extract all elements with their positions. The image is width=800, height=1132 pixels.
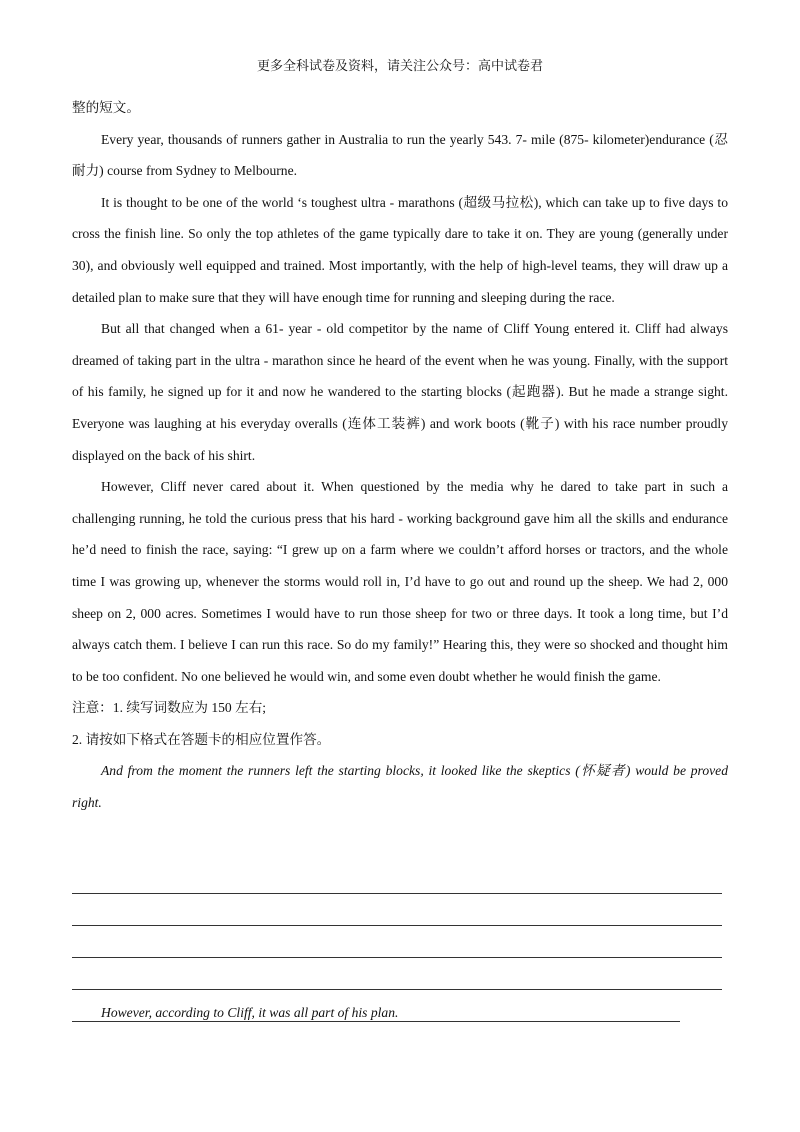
answer-line[interactable] xyxy=(72,958,722,990)
page-header: 更多全科试卷及资料，请关注公众号：高中试卷君 xyxy=(256,59,543,74)
closing-prompt: However, according to Cliff, it was all part of his plan. xyxy=(101,1005,399,1020)
document-body xyxy=(72,92,728,819)
passage-paragraph-1: Every year, thousands of runners gather in Australia to run the yearly 543. 7- mile (875- kilometer)endurance (忍耐力) course from Sydney to Melbourne. xyxy=(72,131,728,179)
answer-line[interactable] xyxy=(72,926,722,958)
answer-line[interactable] xyxy=(72,862,722,894)
note-format: 2. 请按如下格式在答题卡的相应位置作答。 xyxy=(72,731,331,747)
passage-paragraph-4: However, Cliff never cared about it. When questioned by the media why he dared to take part in such a challenging running, he told the curious press that his hard - working background gave him all the skills and endurance he’d need to finish the race, saying: “I grew up on a farm where we couldn’t afford horses or tractors, and the whole time I was growing up, whenever the storms would roll in, I’d have to go out and round up the sheep. We had 2, 000 sheep on 2, 000 acres. Sometimes I would have to run those sheep for two or three days. It took a long time, but I’d always catch them. I believe I can run this race. So do my family!” Hearing this, they were so shocked and thought him to be too confident. No one believed he would win, and some even doubt whether he would finish the game. xyxy=(72,479,728,684)
answer-line[interactable] xyxy=(72,894,722,926)
passage-paragraph-2: It is thought to be one of the world ‘s toughest ultra - marathons (超级马拉松), which can take up to five days to cross the finish line. So only the top athletes of the game typically dare to take it on. They are young (generally under 30), and obviously well equipped and trained. Most importantly, with the help of high-level teams, they will draw up a detailed plan to make sure that they will have enough time for running and sleeping during the race. xyxy=(72,194,728,305)
intro-text: 整的短文。 xyxy=(72,100,140,115)
answer-area xyxy=(72,862,722,1022)
passage-paragraph-3: But all that changed when a 61- year - old competitor by the name of Cliff Young entered it. Cliff had always dreamed of taking part in the ultra - marathon since he heard of the event when he was young. Finally, with the support of his family, he signed up for it and now he wandered to the starting blocks (起跑器). But he made a strange sight. Everyone was laughing at his everyday overalls (连体工装裤) and work boots (靴子) with his race number proudly displayed on the back of his shirt. xyxy=(72,321,728,463)
note-word-count: 注意：1. 续写词数应为 150 左右; xyxy=(72,700,267,716)
opening-prompt: And from the moment the runners left the starting blocks, it looked like the skeptics (怀疑者) would be proved right. xyxy=(72,763,728,811)
